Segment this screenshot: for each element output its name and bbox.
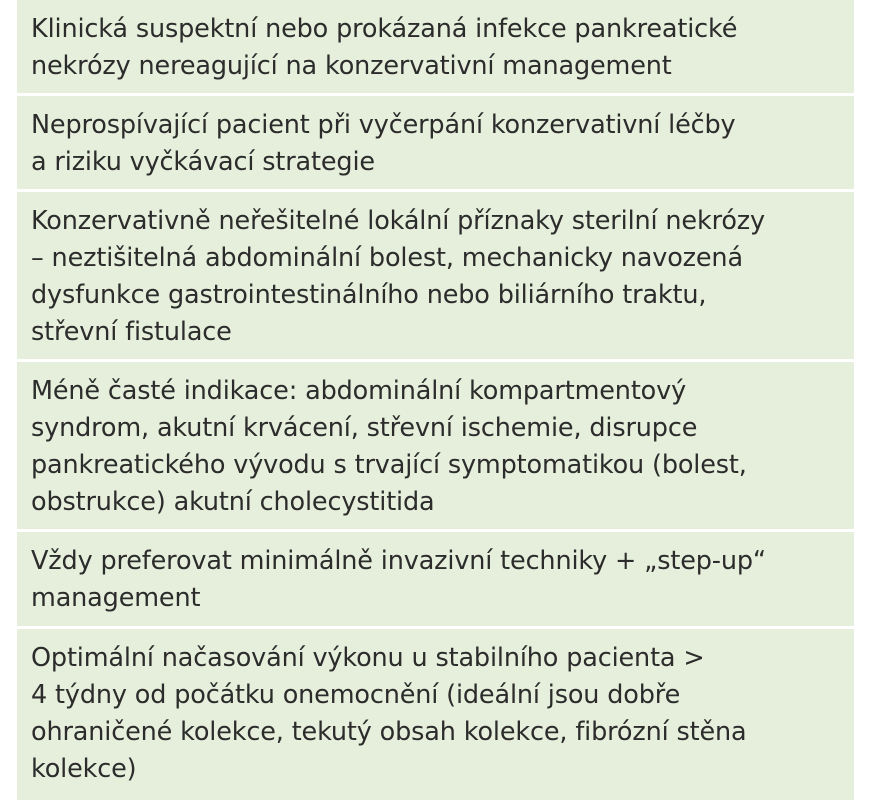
row-text-line: nekrózy nereagující na konzervativní management [31,51,672,81]
row-text-line: Klinická suspektní nebo prokázaná infekce pankreatické [31,14,738,44]
indications-table [17,0,854,800]
row-text-line: střevní fistulace [31,317,232,347]
row-text-line: ohraničené kolekce, tekutý obsah kolekce, fibrózní stěna [31,717,747,747]
table-row [17,362,854,532]
row-text-line: 4 týdny od počátku onemocnění (ideální jsou dobře [31,680,681,710]
row-text-line: pankreatického vývodu s trvající symptomatikou (bolest, [31,450,747,480]
table-row [17,629,854,800]
row-text-line: a riziku vyčkávací strategie [31,147,375,177]
table-row [17,96,854,192]
row-text-line: Neprospívající pacient při vyčerpání konzervativní léčby [31,110,736,140]
row-text-line: Konzervativně neřešitelné lokální příznaky sterilní nekrózy [31,206,765,236]
row-text-line: Méně časté indikace: abdominální kompartmentový [31,376,687,406]
row-text-line: kolekce) [31,754,137,784]
row-text-line: dysfunkce gastrointestinálního nebo biliárního traktu, [31,280,707,310]
table-row [17,192,854,362]
table-row [17,532,854,629]
table-row [17,0,854,96]
row-text-line: obstrukce) akutní cholecystitida [31,487,435,517]
row-text-line: – neztišitelná abdominální bolest, mechanicky navozená [31,243,743,273]
row-text-line: Vždy preferovat minimálně invazivní techniky + „step-up“ [31,546,766,576]
row-text-line: management [31,583,201,613]
row-text-line: syndrom, akutní krvácení, střevní ischemie, disrupce [31,413,698,443]
row-text-line: Optimální načasování výkonu u stabilního pacienta > [31,643,705,673]
